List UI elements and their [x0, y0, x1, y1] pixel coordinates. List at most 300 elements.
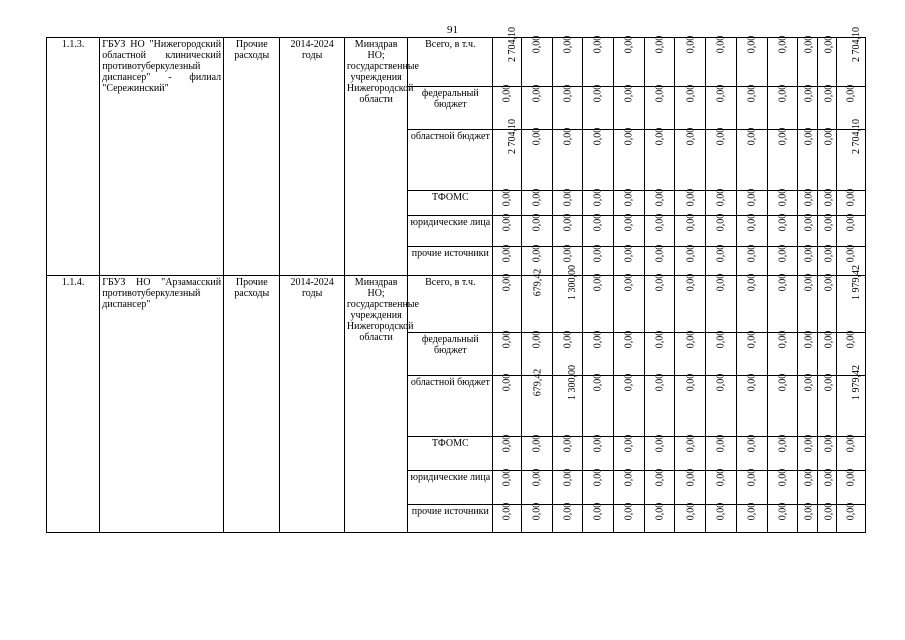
- funding-value-cell: [614, 127, 645, 191]
- funding-value: 0,00: [501, 273, 513, 292]
- item-number: 1.1.4.: [47, 276, 100, 533]
- funding-value-cell: [583, 188, 614, 216]
- funding-value: 0,00: [822, 35, 834, 54]
- funding-value-cell: [736, 244, 767, 276]
- funding-value-cell: [493, 330, 522, 376]
- funding-value: 0,00: [592, 434, 604, 453]
- funding-value-cell: [798, 127, 817, 191]
- funding-value: 0,00: [746, 502, 758, 521]
- funding-value-cell: [552, 213, 583, 247]
- funding-value: 0,00: [803, 213, 815, 232]
- funding-value: 0,00: [684, 84, 696, 103]
- funding-value-cell: [798, 502, 817, 533]
- funding-value-cell: [521, 188, 552, 216]
- funding-value-cell: [837, 265, 866, 333]
- funding-value-cell: [706, 373, 737, 437]
- funding-value: 679,42: [532, 368, 544, 397]
- funding-value-cell: [583, 330, 614, 376]
- funding-value: 0,00: [715, 502, 727, 521]
- funding-value-cell: [798, 244, 817, 276]
- funding-value: 0,00: [776, 35, 788, 54]
- funding-value: 0,00: [822, 502, 834, 521]
- funding-value: 0,00: [715, 330, 727, 349]
- funding-value-cell: [736, 213, 767, 247]
- funding-source: ТФОМС: [408, 437, 493, 471]
- funding-value: 0,00: [776, 213, 788, 232]
- funding-value: 0,00: [845, 244, 857, 263]
- funding-value: 0,00: [501, 244, 513, 263]
- implementation-period: 2014-2024 годы: [280, 38, 344, 276]
- funding-value: 0,00: [531, 244, 543, 263]
- funding-value-cell: [798, 84, 817, 130]
- funding-value: 0,00: [715, 434, 727, 453]
- funding-source: ТФОМС: [408, 191, 493, 216]
- funding-value: 0,00: [684, 273, 696, 292]
- funding-value-cell: [552, 188, 583, 216]
- funding-value: 0,00: [715, 213, 727, 232]
- funding-value: 0,00: [746, 468, 758, 487]
- funding-value-cell: [675, 244, 706, 276]
- funding-source: юридические лица: [408, 471, 493, 505]
- funding-value: 0,00: [623, 127, 635, 146]
- funding-value-cell: [614, 35, 645, 87]
- funding-value: 0,00: [623, 84, 635, 103]
- funding-value-cell: [552, 468, 583, 505]
- funding-value: 2 704,10: [851, 119, 863, 154]
- funding-value-cell: [767, 502, 798, 533]
- funding-value: 0,00: [592, 502, 604, 521]
- funding-value-cell: [817, 244, 836, 276]
- funding-value: 0,00: [684, 373, 696, 392]
- funding-value: 0,00: [684, 213, 696, 232]
- table-row: [47, 276, 866, 333]
- funding-value: 0,00: [845, 468, 857, 487]
- funding-value-cell: [817, 188, 836, 216]
- funding-value: 0,00: [776, 188, 788, 207]
- funding-value-cell: [706, 244, 737, 276]
- funding-value: 1 300,00: [566, 365, 578, 400]
- funding-value: 0,00: [746, 127, 758, 146]
- funding-value-cell: [817, 468, 836, 505]
- funding-value: 0,00: [822, 273, 834, 292]
- funding-value: 2 704,10: [851, 27, 863, 62]
- funding-value-cell: [552, 365, 583, 437]
- funding-value: 0,00: [822, 468, 834, 487]
- funding-value: 0,00: [654, 434, 666, 453]
- funding-value: 0,00: [592, 84, 604, 103]
- funding-value-cell: [706, 188, 737, 216]
- funding-value-cell: [583, 84, 614, 130]
- funding-value-cell: [706, 127, 737, 191]
- funding-value: 0,00: [845, 434, 857, 453]
- funding-value-cell: [817, 213, 836, 247]
- funding-value-cell: [644, 434, 675, 471]
- funding-value: 0,00: [776, 373, 788, 392]
- funding-value: 0,00: [531, 213, 543, 232]
- funding-value: 0,00: [684, 468, 696, 487]
- funding-value-cell: [798, 35, 817, 87]
- funding-value: 0,00: [592, 127, 604, 146]
- funding-value-cell: [521, 368, 552, 437]
- funding-value-cell: [767, 188, 798, 216]
- funding-value: 0,00: [684, 244, 696, 263]
- funding-value: 0,00: [654, 373, 666, 392]
- funding-value-cell: [767, 244, 798, 276]
- funding-value-cell: [521, 268, 552, 333]
- funding-value: 0,00: [822, 434, 834, 453]
- funding-value-cell: [644, 273, 675, 333]
- funding-value: 0,00: [562, 35, 574, 54]
- funding-source: федеральный бюджет: [408, 333, 493, 376]
- funding-value: 0,00: [592, 213, 604, 232]
- funding-value: 0,00: [562, 84, 574, 103]
- funding-value-cell: [552, 84, 583, 130]
- funding-value-cell: [644, 468, 675, 505]
- funding-value-cell: [521, 127, 552, 191]
- funding-value-cell: [837, 27, 866, 87]
- funding-source: федеральный бюджет: [408, 87, 493, 130]
- funding-value-cell: [614, 244, 645, 276]
- funding-value: 0,00: [715, 188, 727, 207]
- funding-value-cell: [736, 188, 767, 216]
- funding-value-cell: [817, 35, 836, 87]
- funding-value-cell: [552, 35, 583, 87]
- funding-value-cell: [675, 188, 706, 216]
- funding-value: 0,00: [845, 84, 857, 103]
- funding-value-cell: [675, 434, 706, 471]
- funding-value-cell: [767, 434, 798, 471]
- funding-value: 0,00: [715, 35, 727, 54]
- funding-value-cell: [798, 213, 817, 247]
- funding-value: 0,00: [592, 273, 604, 292]
- funding-value-cell: [675, 84, 706, 130]
- funding-value: 0,00: [803, 244, 815, 263]
- funding-value-cell: [798, 434, 817, 471]
- funding-value: 0,00: [592, 330, 604, 349]
- funding-value: 0,00: [531, 84, 543, 103]
- funding-value-cell: [644, 213, 675, 247]
- funding-value: 0,00: [592, 35, 604, 54]
- funding-value-cell: [521, 35, 552, 87]
- funding-value-cell: [837, 188, 866, 216]
- funding-value: 0,00: [776, 273, 788, 292]
- funding-value: 0,00: [654, 188, 666, 207]
- funding-value-cell: [493, 27, 522, 87]
- funding-value: 0,00: [623, 244, 635, 263]
- funding-value-cell: [614, 502, 645, 533]
- funding-value: 0,00: [562, 434, 574, 453]
- funding-value: 0,00: [845, 213, 857, 232]
- funding-value-cell: [675, 468, 706, 505]
- funding-value-cell: [817, 502, 836, 533]
- funding-value: 0,00: [776, 330, 788, 349]
- funding-value: 0,00: [746, 35, 758, 54]
- funding-value-cell: [493, 434, 522, 471]
- funding-value-cell: [837, 213, 866, 247]
- funding-value-cell: [644, 127, 675, 191]
- funding-value: 0,00: [803, 35, 815, 54]
- funding-value-cell: [837, 119, 866, 191]
- funding-value-cell: [706, 213, 737, 247]
- funding-value: 0,00: [746, 273, 758, 292]
- funding-value-cell: [837, 468, 866, 505]
- funding-value-cell: [614, 468, 645, 505]
- funding-value: 0,00: [531, 35, 543, 54]
- funding-value-cell: [521, 84, 552, 130]
- funding-value-cell: [706, 84, 737, 130]
- funding-value: 0,00: [623, 468, 635, 487]
- funding-value: 0,00: [654, 35, 666, 54]
- funding-value: 0,00: [562, 330, 574, 349]
- funding-value: 0,00: [623, 213, 635, 232]
- funding-value: 0,00: [845, 502, 857, 521]
- funding-value: 0,00: [501, 330, 513, 349]
- funding-value-cell: [583, 373, 614, 437]
- funding-value-cell: [817, 273, 836, 333]
- funding-value-cell: [675, 35, 706, 87]
- funding-value-cell: [583, 502, 614, 533]
- funding-value: 0,00: [531, 330, 543, 349]
- funding-value-cell: [583, 127, 614, 191]
- funding-value-cell: [521, 213, 552, 247]
- funding-value-cell: [644, 84, 675, 130]
- executor: Минздрав НО; государственные учреждения Нижегородской области: [344, 276, 407, 533]
- funding-value-cell: [583, 434, 614, 471]
- funding-value-cell: [817, 330, 836, 376]
- funding-value-cell: [644, 502, 675, 533]
- funding-value: 0,00: [562, 468, 574, 487]
- funding-value: 0,00: [684, 35, 696, 54]
- funding-value-cell: [767, 273, 798, 333]
- funding-value-cell: [817, 84, 836, 130]
- funding-source: прочие источники: [408, 247, 493, 276]
- funding-value-cell: [614, 434, 645, 471]
- funding-value-cell: [493, 119, 522, 191]
- funding-value-cell: [493, 468, 522, 505]
- funding-value: 0,00: [501, 502, 513, 521]
- funding-value: 0,00: [501, 373, 513, 392]
- funding-value: 0,00: [715, 84, 727, 103]
- funding-value-cell: [644, 244, 675, 276]
- funding-value: 0,00: [803, 434, 815, 453]
- funding-value-cell: [583, 468, 614, 505]
- funding-value: 0,00: [623, 188, 635, 207]
- funding-value: 0,00: [715, 127, 727, 146]
- funding-value-cell: [583, 273, 614, 333]
- funding-value-cell: [521, 434, 552, 471]
- funding-value: 0,00: [654, 84, 666, 103]
- funding-value: 0,00: [822, 213, 834, 232]
- funding-value-cell: [521, 468, 552, 505]
- funding-value: 0,00: [822, 188, 834, 207]
- funding-value: 0,00: [746, 434, 758, 453]
- funding-value: 0,00: [623, 502, 635, 521]
- funding-value-cell: [614, 213, 645, 247]
- funding-source: прочие источники: [408, 505, 493, 533]
- funding-value-cell: [706, 330, 737, 376]
- funding-value-cell: [736, 434, 767, 471]
- funding-value-cell: [798, 373, 817, 437]
- funding-value-cell: [675, 502, 706, 533]
- implementation-period: 2014-2024 годы: [280, 276, 344, 533]
- funding-value: 0,00: [715, 244, 727, 263]
- funding-value: 2 704,10: [507, 119, 519, 154]
- institution-name: ГБУЗ НО "Арзамасский противотуберкулезный диспансер": [100, 276, 224, 533]
- funding-value-cell: [493, 213, 522, 247]
- funding-value-cell: [614, 188, 645, 216]
- funding-value: 0,00: [562, 244, 574, 263]
- funding-value-cell: [767, 127, 798, 191]
- table-row: [47, 38, 866, 87]
- funding-value-cell: [644, 188, 675, 216]
- funding-value: 1 979,42: [851, 365, 863, 400]
- funding-value-cell: [552, 265, 583, 333]
- funding-value: 0,00: [803, 502, 815, 521]
- funding-value: 0,00: [654, 213, 666, 232]
- funding-value: 0,00: [654, 244, 666, 263]
- funding-value-cell: [644, 35, 675, 87]
- funding-value: 0,00: [746, 373, 758, 392]
- funding-value-cell: [736, 373, 767, 437]
- funding-value-cell: [521, 502, 552, 533]
- funding-source: Всего, в т.ч.: [408, 38, 493, 87]
- funding-value: 0,00: [803, 127, 815, 146]
- funding-value: 0,00: [623, 330, 635, 349]
- funding-value: 2 704,10: [507, 27, 519, 62]
- funding-value: 0,00: [501, 188, 513, 207]
- funding-value: 0,00: [592, 244, 604, 263]
- funding-value-cell: [614, 273, 645, 333]
- funding-value-cell: [706, 434, 737, 471]
- funding-value-cell: [767, 84, 798, 130]
- funding-value-cell: [736, 127, 767, 191]
- funding-value-cell: [817, 434, 836, 471]
- funding-value-cell: [736, 330, 767, 376]
- page-number: 91: [447, 24, 458, 36]
- funding-value-cell: [583, 35, 614, 87]
- funding-value: 0,00: [562, 502, 574, 521]
- funding-value-cell: [736, 273, 767, 333]
- funding-value-cell: [644, 330, 675, 376]
- funding-value: 1 300,00: [566, 265, 578, 300]
- funding-value: 0,00: [803, 373, 815, 392]
- funding-value: 0,00: [562, 188, 574, 207]
- funding-value-cell: [614, 84, 645, 130]
- funding-value-cell: [837, 434, 866, 471]
- funding-value-cell: [493, 273, 522, 333]
- funding-source: юридические лица: [408, 216, 493, 247]
- funding-value: 0,00: [746, 84, 758, 103]
- funding-value-cell: [767, 35, 798, 87]
- funding-value: 0,00: [715, 468, 727, 487]
- funding-value-cell: [493, 244, 522, 276]
- funding-value: 0,00: [623, 373, 635, 392]
- funding-value: 0,00: [623, 273, 635, 292]
- funding-value-cell: [675, 330, 706, 376]
- funding-value: 0,00: [776, 434, 788, 453]
- funding-value-cell: [675, 127, 706, 191]
- expense-type: Прочие расходы: [224, 38, 280, 276]
- funding-value-cell: [837, 502, 866, 533]
- funding-value: 0,00: [654, 127, 666, 146]
- item-number: 1.1.3.: [47, 38, 100, 276]
- funding-value: 0,00: [592, 468, 604, 487]
- funding-value: 0,00: [623, 434, 635, 453]
- funding-value: 0,00: [562, 213, 574, 232]
- funding-value: 0,00: [803, 188, 815, 207]
- funding-source: областной бюджет: [408, 130, 493, 191]
- funding-value-cell: [493, 188, 522, 216]
- funding-value-cell: [767, 330, 798, 376]
- funding-value: 0,00: [776, 127, 788, 146]
- funding-value: 0,00: [654, 330, 666, 349]
- funding-value: 0,00: [684, 434, 696, 453]
- funding-value: 0,00: [531, 468, 543, 487]
- funding-value: 0,00: [501, 213, 513, 232]
- funding-value-cell: [614, 330, 645, 376]
- funding-value-cell: [736, 84, 767, 130]
- funding-value: 0,00: [803, 468, 815, 487]
- funding-value-cell: [583, 244, 614, 276]
- funding-value: 0,00: [654, 502, 666, 521]
- expense-type: Прочие расходы: [224, 276, 280, 533]
- funding-value-cell: [706, 502, 737, 533]
- funding-value: 0,00: [501, 434, 513, 453]
- funding-value-cell: [675, 213, 706, 247]
- funding-value: 0,00: [822, 244, 834, 263]
- executor: Минздрав НО; государственные учреждения Нижегородской области: [344, 38, 407, 276]
- funding-value: 0,00: [531, 502, 543, 521]
- funding-value-cell: [798, 188, 817, 216]
- funding-value-cell: [552, 434, 583, 471]
- funding-value: 0,00: [623, 35, 635, 54]
- funding-value: 0,00: [531, 434, 543, 453]
- funding-value: 0,00: [776, 84, 788, 103]
- funding-value-cell: [675, 373, 706, 437]
- funding-value-cell: [706, 468, 737, 505]
- funding-value: 0,00: [592, 188, 604, 207]
- funding-value-cell: [798, 468, 817, 505]
- funding-value: 0,00: [776, 244, 788, 263]
- funding-value: 0,00: [822, 373, 834, 392]
- funding-value: 0,00: [531, 188, 543, 207]
- funding-value-cell: [493, 502, 522, 533]
- funding-value: 0,00: [822, 330, 834, 349]
- funding-value: 0,00: [684, 127, 696, 146]
- funding-value-cell: [644, 373, 675, 437]
- funding-value: 0,00: [715, 373, 727, 392]
- funding-value-cell: [767, 468, 798, 505]
- funding-value: 1 979,42: [851, 265, 863, 300]
- funding-value-cell: [767, 373, 798, 437]
- funding-value-cell: [817, 127, 836, 191]
- funding-value-cell: [798, 273, 817, 333]
- funding-value: 0,00: [803, 84, 815, 103]
- funding-value-cell: [706, 273, 737, 333]
- funding-value-cell: [706, 35, 737, 87]
- funding-value: 0,00: [562, 127, 574, 146]
- funding-value: 679,42: [532, 268, 544, 297]
- funding-value-cell: [817, 373, 836, 437]
- funding-value: 0,00: [684, 502, 696, 521]
- funding-value: 0,00: [592, 373, 604, 392]
- funding-value-cell: [552, 502, 583, 533]
- funding-value: 0,00: [746, 213, 758, 232]
- funding-value-cell: [493, 373, 522, 437]
- funding-value-cell: [767, 213, 798, 247]
- funding-value-cell: [583, 213, 614, 247]
- funding-value: 0,00: [746, 188, 758, 207]
